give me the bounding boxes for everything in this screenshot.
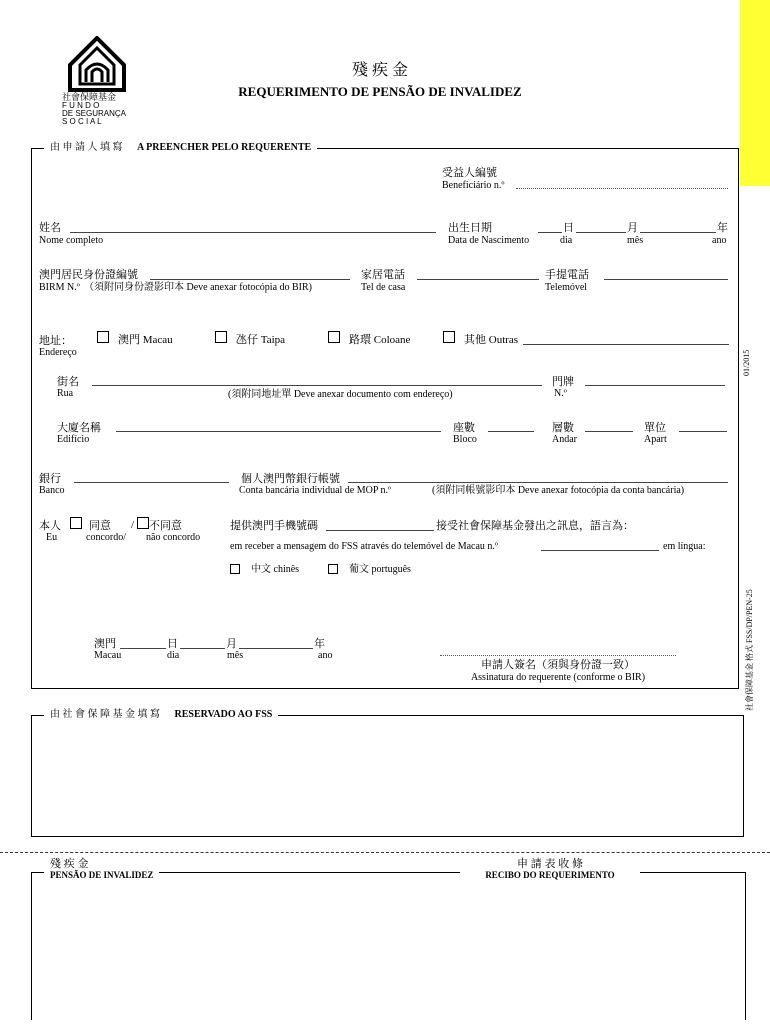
logo-org-pt-1: F U N D O — [62, 101, 100, 110]
birm-field[interactable] — [150, 279, 350, 280]
birth-day-pt: dia — [560, 235, 573, 246]
address-outras-label: 其他 Outras — [464, 334, 519, 346]
door-field[interactable] — [585, 385, 725, 386]
message-phone-field-pt[interactable] — [541, 550, 659, 551]
beneficiary-label-zh: 受益人編號 — [442, 167, 497, 179]
building-label-pt: Edifício — [57, 434, 90, 445]
receipt-section — [31, 872, 746, 1020]
street-field[interactable] — [92, 385, 542, 386]
sign-year-pt: ano — [318, 650, 333, 661]
address-label-zh: 地址： — [39, 335, 72, 347]
agree-label-pt: concordo/ — [86, 532, 126, 543]
block-label-pt: Bloco — [453, 434, 477, 445]
disagree-label-pt: não concordo — [146, 532, 201, 543]
agree-checkbox[interactable] — [70, 517, 82, 529]
language-chinese-checkbox[interactable] — [230, 564, 240, 574]
fss-logo — [68, 36, 126, 92]
birth-day-zh: 日 — [563, 222, 574, 234]
birth-month-field[interactable] — [576, 232, 626, 233]
signature-field[interactable] — [440, 655, 676, 656]
agree-label-zh: 同意 — [89, 520, 111, 532]
address-label-pt: Endereço — [39, 347, 77, 358]
receipt-left-legend: 殘 疾 金 PENSÃO DE INVALIDEZ — [44, 858, 159, 881]
block-field[interactable] — [488, 431, 534, 432]
mobile-label-zh: 手提電話 — [545, 269, 589, 281]
block-label-zh: 座數 — [453, 422, 475, 434]
reserved-section-legend: 由 社 會 保 障 基 金 填 寫 RESERVADO AO FSS — [44, 709, 278, 721]
birth-label-zh: 出生日期 — [448, 222, 492, 234]
side-date-code: 01/2015 — [742, 349, 751, 376]
sign-place-pt: Macau — [94, 650, 122, 661]
page-title-pt: REQUERIMENTO DE PENSÃO DE INVALIDEZ — [238, 84, 522, 99]
unit-label-zh: 單位 — [644, 422, 666, 434]
door-label-zh: 門牌 — [552, 376, 574, 388]
eu-label-zh: 本人 — [39, 520, 61, 532]
signature-label-pt: Assinatura do requerente (conforme o BIR) — [470, 672, 646, 683]
applicant-section-legend: 由 申 請 人 填 寫 A PREENCHER PELO REQUERENTE — [44, 142, 317, 154]
message-text-pt-1: em receber a mensagem do FSS através do telemóvel de Macau n.º — [230, 541, 499, 552]
page-title-zh: 殘 疾 金 — [351, 62, 408, 79]
birm-label-zh: 澳門居民身份證編號 — [39, 269, 138, 281]
address-outras-checkbox[interactable] — [443, 331, 455, 343]
bank-field[interactable] — [74, 482, 229, 483]
address-coloane-checkbox[interactable] — [328, 331, 340, 343]
account-label-zh: 個人澳門幣銀行帳號 — [241, 473, 340, 485]
logo-org-pt-3: S O C I A L — [62, 117, 102, 126]
name-field[interactable] — [70, 232, 436, 233]
street-note: (須附同地址單 Deve anexar documento com endereço) — [228, 389, 453, 400]
sign-day-zh: 日 — [167, 638, 178, 650]
sign-place-zh: 澳門 — [94, 638, 116, 650]
birth-month-pt: mês — [627, 235, 644, 246]
unit-label-pt: Apart — [644, 434, 667, 445]
name-label-zh: 姓名 — [39, 222, 61, 234]
account-label-pt: Conta bancária individual de MOP n.º — [239, 485, 392, 496]
message-text-zh-1: 提供澳門手機號碼 — [230, 520, 318, 532]
sign-year-zh: 年 — [314, 638, 325, 650]
street-label-pt: Rua — [57, 388, 74, 399]
account-field[interactable] — [348, 482, 728, 483]
birth-day-field[interactable] — [538, 232, 562, 233]
fss-logo-icon — [68, 36, 126, 92]
signature-label-zh: 申請人簽名（須與身份證一致） — [481, 659, 635, 671]
yellow-tab — [740, 0, 770, 186]
birth-year-field[interactable] — [640, 232, 716, 233]
floor-label-pt: Andar — [552, 434, 577, 445]
floor-field[interactable] — [585, 431, 633, 432]
sign-month-field[interactable] — [180, 648, 225, 649]
birm-label-pt: BIRM N.º — [39, 282, 80, 293]
language-portuguese-label: 葡文 português — [349, 564, 411, 575]
beneficiary-field[interactable] — [516, 188, 728, 189]
sign-day-field[interactable] — [120, 648, 166, 649]
unit-field[interactable] — [679, 431, 727, 432]
account-note: (須附同帳號影印本 Deve anexar fotocópia da conta bancária) — [432, 485, 685, 496]
address-macau-checkbox[interactable] — [97, 331, 109, 343]
birth-month-zh: 月 — [627, 222, 638, 234]
message-text-zh-2: 接受社會保障基金發出之訊息，語言為： — [436, 520, 634, 532]
message-text-pt-2: em língua: — [663, 541, 706, 552]
mobile-field[interactable] — [604, 279, 728, 280]
address-coloane-label: 路環 Coloane — [349, 334, 411, 346]
floor-label-zh: 層數 — [552, 422, 574, 434]
receipt-right-legend: 申 請 表 收 條 RECIBO DO REQUERIMENTO — [460, 858, 640, 881]
home-tel-field[interactable] — [417, 279, 539, 280]
address-outras-field[interactable] — [523, 344, 729, 345]
building-label-zh: 大廈名稱 — [57, 422, 101, 434]
building-field[interactable] — [116, 431, 441, 432]
sign-year-field[interactable] — [239, 648, 313, 649]
bank-label-zh: 銀行 — [39, 473, 61, 485]
door-label-pt: N.º — [554, 388, 567, 399]
disagree-checkbox[interactable] — [137, 517, 149, 529]
beneficiary-label-pt: Beneficiário n.º — [442, 180, 505, 191]
side-form-code: 社會保障基金 格式 FSS/DP/PEN-25 — [745, 589, 754, 711]
sign-day-pt: dia — [167, 650, 180, 661]
reserved-section — [31, 715, 744, 837]
home-tel-label-zh: 家居電話 — [361, 269, 405, 281]
logo-org-pt-2: DE SEGURANÇA — [62, 109, 127, 118]
sign-month-zh: 月 — [226, 638, 237, 650]
address-taipa-checkbox[interactable] — [215, 331, 227, 343]
language-portuguese-checkbox[interactable] — [328, 564, 338, 574]
home-tel-label-pt: Tel de casa — [361, 282, 406, 293]
bank-label-pt: Banco — [39, 485, 65, 496]
name-label-pt: Nome completo — [39, 235, 104, 246]
birth-label-pt: Data de Nascimento — [448, 235, 530, 246]
address-taipa-label: 氹仔 Taipa — [236, 334, 286, 346]
birth-year-zh: 年 — [717, 222, 728, 234]
message-phone-field-zh[interactable] — [326, 530, 434, 531]
sign-month-pt: mês — [227, 650, 244, 661]
birm-note: （須附同身份證影印本 Deve anexar fotocópia do BIR) — [84, 282, 313, 293]
logo-org-zh: 社會保障基金 — [62, 92, 117, 102]
mobile-label-pt: Telemóvel — [545, 282, 588, 293]
street-label-zh: 街名 — [57, 376, 79, 388]
language-chinese-label: 中文 chinês — [251, 564, 300, 575]
consent-separator: / — [131, 519, 135, 531]
birth-year-pt: ano — [712, 235, 727, 246]
disagree-label-zh: 不同意 — [149, 520, 182, 532]
eu-label-pt: Eu — [46, 532, 58, 543]
address-macau-label: 澳門 Macau — [118, 334, 173, 346]
cut-line — [0, 852, 770, 853]
